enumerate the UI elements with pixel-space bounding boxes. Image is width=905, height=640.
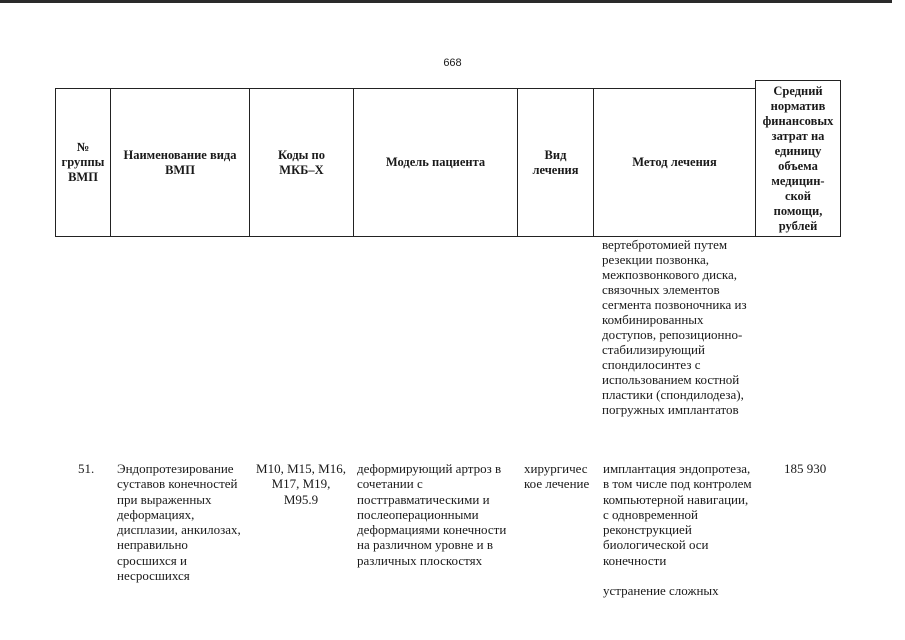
row-treatment-method: имплантация эндопротеза, в том числе под контролем компьютерной навигации, с одновременной реконструкцией биологической оси конечности устранение сложных (603, 461, 752, 599)
row-vmp-name: Эндопротезирование суставов конечностей при выраженных деформациях, дисплазии, анкилозах, неправильно сросшихся и несросшихся (117, 461, 241, 584)
continuation-method-text: вертебротомией путем резекции позвонка, межпозвонкового диска, связочных элементов сегмента позвоночника из комбинированных доступов, репозиционно- стабилизирующий спондилосинтез с использованием костной пластики (спондилодеза), погружных имплантатов (602, 237, 747, 417)
row-group-number: 51. (78, 461, 95, 476)
row-average-cost: 185 930 (784, 461, 827, 476)
row-patient-model: деформирующий артроз в сочетании с посттравматическими и послеоперационными деформациями конечности на различном уровне и в различных плоскостях (357, 461, 507, 568)
row-treatment-type: хирургичес кое лечение (524, 461, 590, 492)
header-group-number: № группы ВМП (55, 88, 111, 237)
scan-edge-line (0, 0, 892, 3)
row-icd-codes: M10, M15, M16, M17, M19, M95.9 (256, 461, 346, 507)
header-vmp-name: Наименование вида ВМП (110, 88, 250, 237)
page-number: 668 (443, 57, 462, 69)
header-average-cost: Средний норматив финансовых затрат на единицу объема медицин- ской помощи, рублей (755, 80, 841, 237)
header-treatment-method: Метод лечения (593, 88, 756, 237)
header-treatment-type: Вид лечения (517, 88, 594, 237)
header-icd-codes: Коды по МКБ–Х (249, 88, 354, 237)
header-patient-model: Модель пациента (353, 88, 518, 237)
